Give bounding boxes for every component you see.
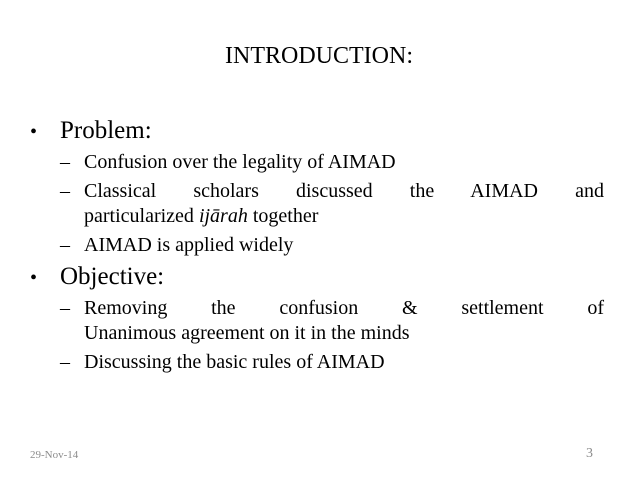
sub-item-line1: Removing the confusion & settlement of <box>84 297 604 319</box>
sub-item <box>60 233 610 258</box>
sub-item-line2 <box>84 204 604 229</box>
sub-item-text: Confusion over the legality of AIMAD <box>84 151 396 173</box>
bullet-dot-icon: • <box>30 121 38 143</box>
sub-item-line2-pre: particularized <box>84 205 199 227</box>
bullet-list <box>30 116 610 379</box>
sub-item-text <box>84 296 604 346</box>
footer-date: 29-Nov-14 <box>30 449 79 461</box>
bullet-objective-label: Objective: <box>60 263 165 290</box>
sub-item <box>60 179 610 229</box>
dash-icon: – <box>60 234 70 256</box>
sub-item <box>60 150 610 175</box>
sub-item <box>60 350 610 375</box>
sub-item-text: Discussing the basic rules of AIMAD <box>84 351 385 373</box>
dash-icon: – <box>60 351 70 373</box>
slide-title: INTRODUCTION: <box>225 43 413 69</box>
sub-item-line2: Unanimous agreement on it in the minds <box>84 322 410 344</box>
dash-icon: – <box>60 151 70 173</box>
problem-subitems <box>60 150 610 258</box>
sub-item-term: ijārah <box>198 205 248 227</box>
sub-item-text <box>84 179 604 229</box>
bullet-problem-label: Problem: <box>60 117 152 144</box>
dash-icon: – <box>60 297 70 319</box>
bullet-objective <box>30 262 610 293</box>
sub-item-line2-post: together <box>247 205 319 227</box>
bullet-dot-icon: • <box>30 267 38 289</box>
page-number: 3 <box>586 446 593 461</box>
bullet-problem <box>30 116 610 147</box>
objective-subitems <box>60 296 610 375</box>
dash-icon: – <box>60 180 70 202</box>
sub-item <box>60 296 610 346</box>
sub-item-line1: Classical scholars discussed the AIMAD and <box>84 180 604 202</box>
sub-item-text: AIMAD is applied widely <box>84 234 294 256</box>
